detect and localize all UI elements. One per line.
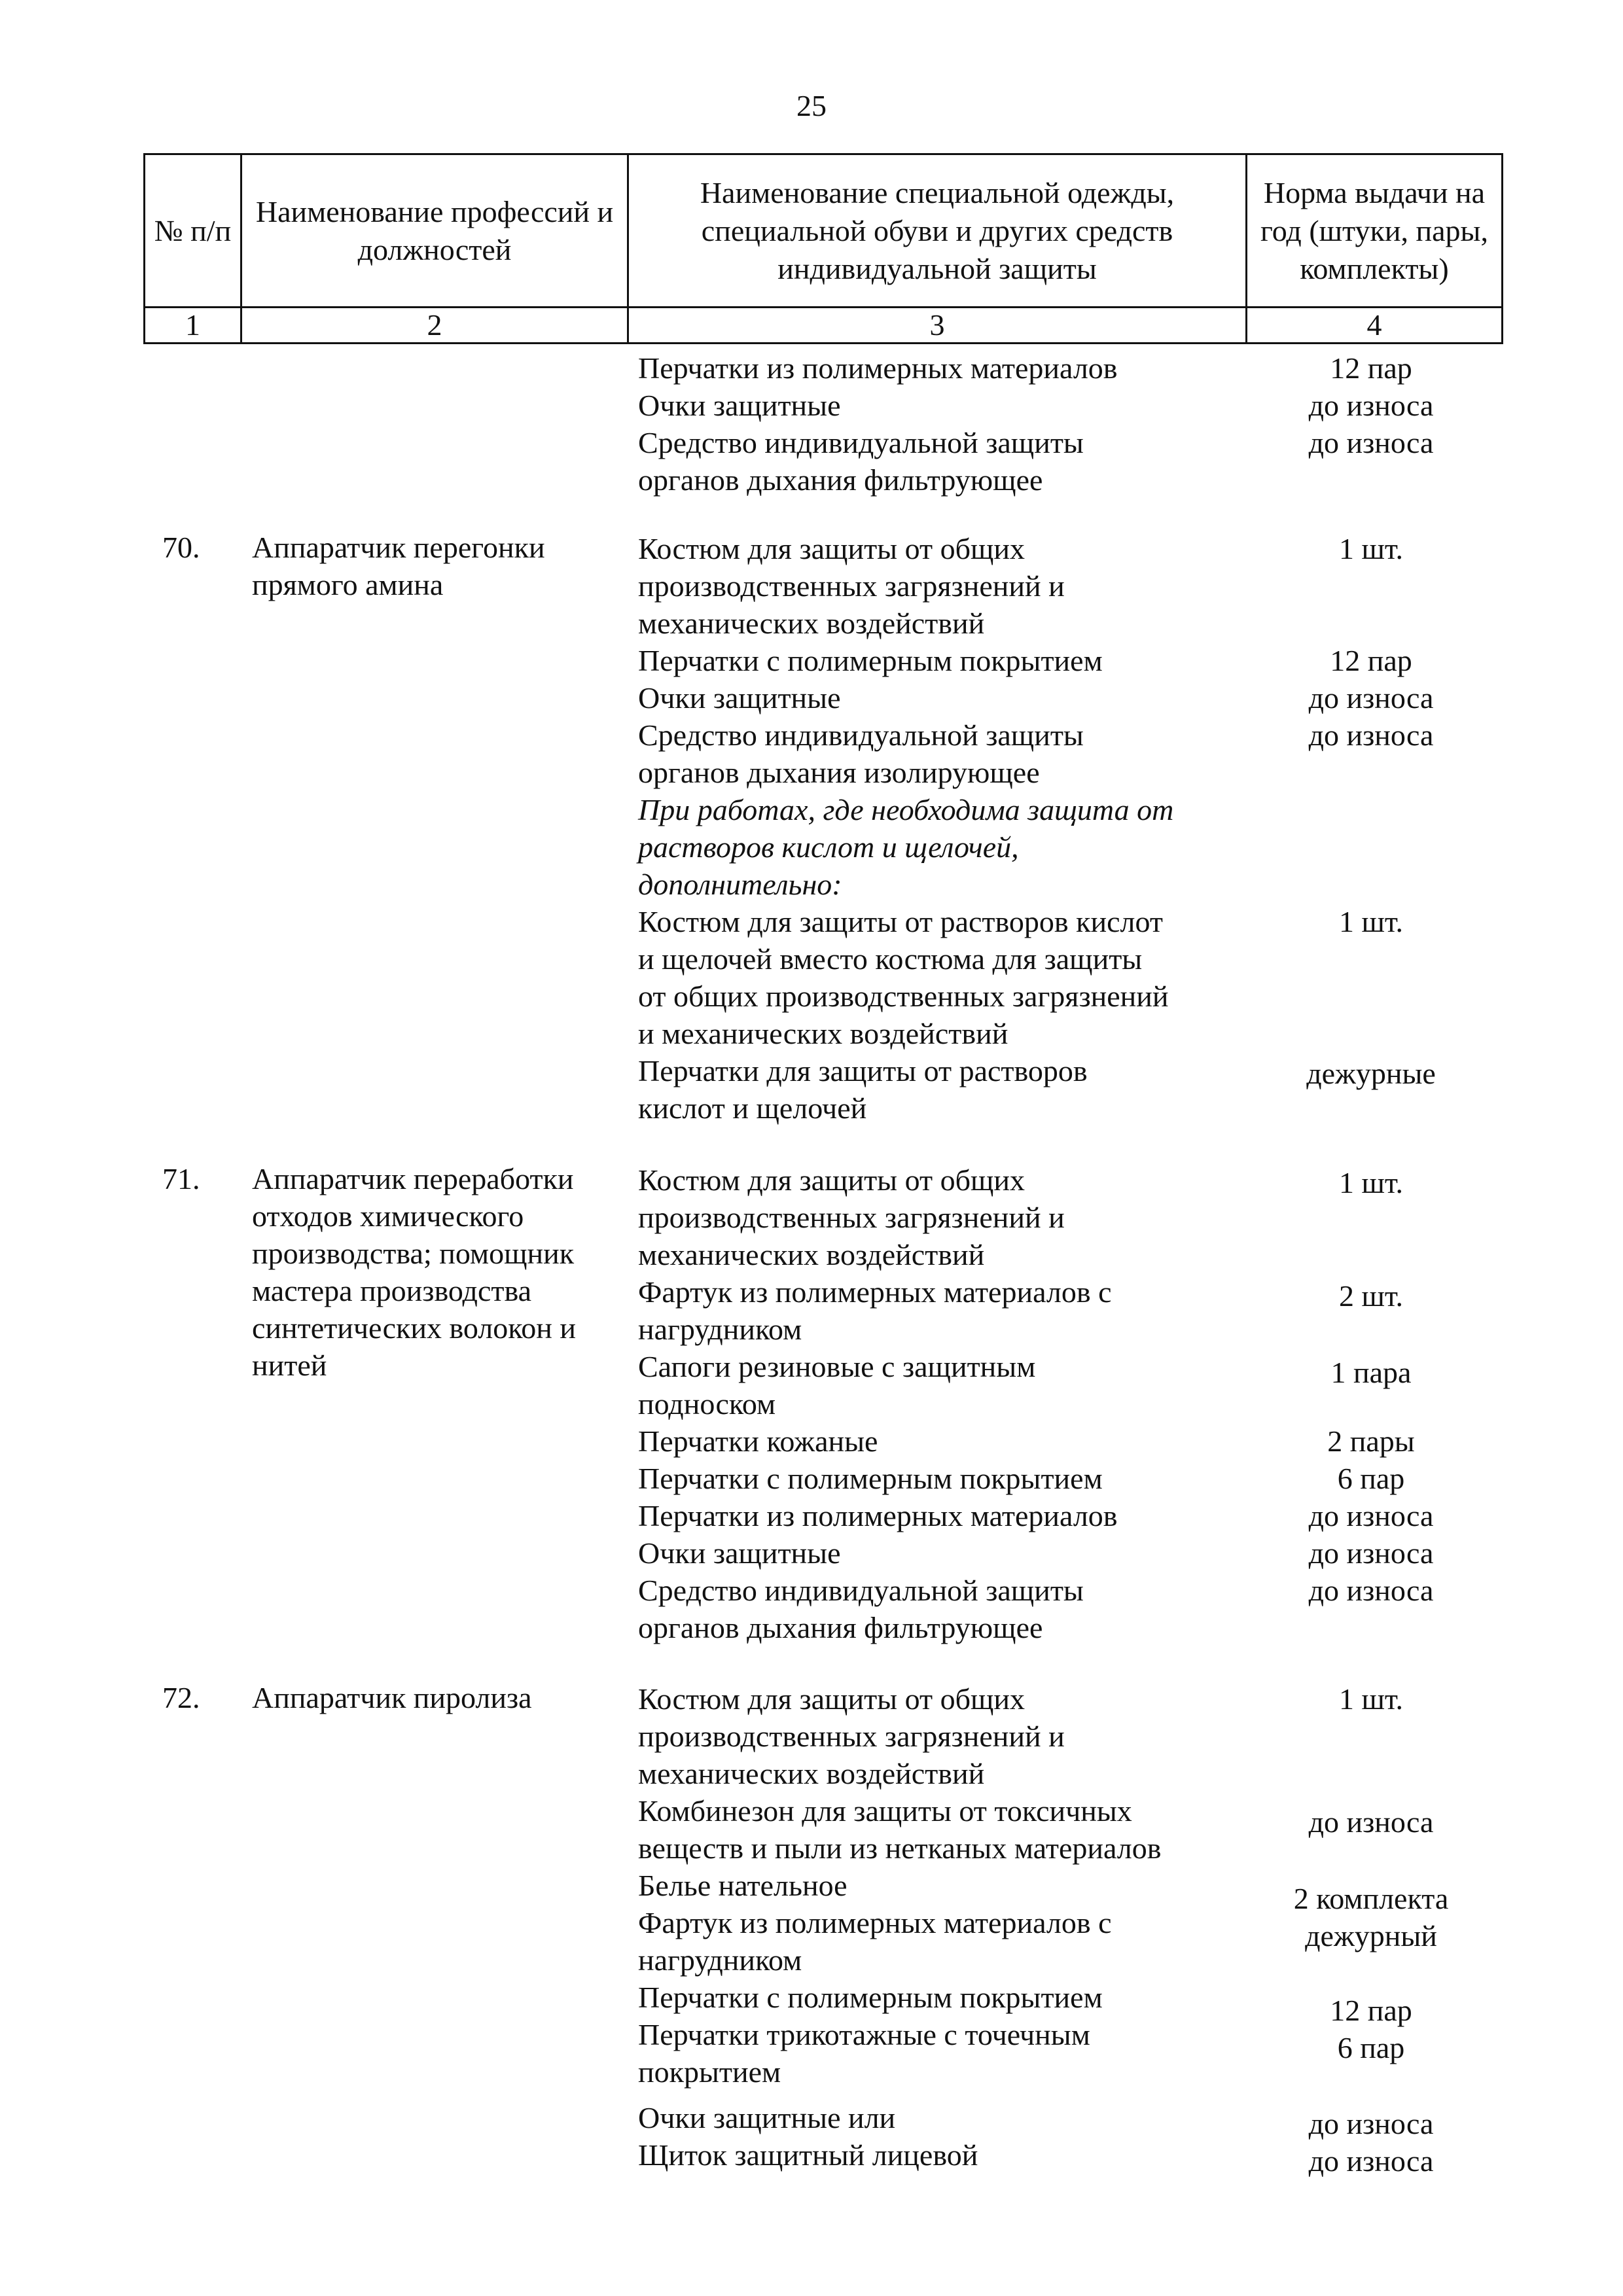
item-line: производственных загрязнений и — [638, 1201, 1065, 1234]
header-col-norm: Норма выдачи на год (штуки, пары, комплекты) — [1247, 154, 1503, 308]
item-line: Перчатки из полимерных материалов — [638, 1499, 1118, 1532]
item-line: Средство индивидуальной защиты — [638, 426, 1084, 459]
profession-line: прямого амина — [252, 568, 444, 601]
norm-value: 1 шт. — [1338, 1682, 1404, 1716]
item-line: Перчатки кожаные — [638, 1424, 878, 1458]
item-line: Щиток защитный лицевой — [638, 2138, 978, 2172]
profession-line: отходов химического — [252, 1199, 524, 1233]
item-line: Костюм для защиты от общих — [638, 532, 1026, 565]
norm-value: 6 пар — [1337, 2031, 1405, 2064]
norm-value: 12 пар — [1330, 351, 1412, 385]
norm-value: 1 шт. — [1338, 532, 1404, 565]
norm-value: до износа — [1308, 1805, 1434, 1839]
item-line: Сапоги резиновые с защитным — [638, 1350, 1036, 1383]
norm-value: до износа — [1308, 1536, 1434, 1570]
norm-value: до износа — [1308, 681, 1434, 715]
item-line: Очки защитные — [638, 1536, 841, 1570]
item-line: органов дыхания фильтрующее — [638, 1611, 1043, 1644]
item-line: Костюм для защиты от общих — [638, 1682, 1026, 1716]
row-number: 71. — [162, 1162, 200, 1195]
item-line: Костюм для защиты от растворов кислот — [638, 905, 1163, 938]
item-line: органов дыхания изолирующее — [638, 756, 1040, 789]
norm-value: 12 пар — [1330, 644, 1412, 677]
item-line: Фартук из полимерных материалов с — [638, 1906, 1112, 1939]
norm-value: 1 шт. — [1338, 1166, 1404, 1199]
header-num-2: 2 — [241, 308, 628, 344]
norm-value: до износа — [1308, 1499, 1434, 1532]
item-line: нагрудником — [638, 1313, 802, 1346]
item-line: производственных загрязнений и — [638, 1720, 1065, 1753]
item-line: нагрудником — [638, 1943, 802, 1977]
norm-value: до износа — [1308, 2144, 1434, 2178]
item-line: механических воздействий — [638, 1238, 985, 1271]
item-line: и щелочей вместо костюма для защиты — [638, 942, 1143, 976]
norm-value: до износа — [1308, 718, 1434, 752]
item-line: Фартук из полимерных материалов с — [638, 1275, 1112, 1309]
note-line: При работах, где необходима защита от — [638, 793, 1174, 826]
header-col-profession: Наименование профессий и должностей — [241, 154, 628, 308]
item-line: Очки защитные — [638, 681, 841, 715]
item-line: органов дыхания фильтрующее — [638, 463, 1043, 497]
norm-value: 2 пары — [1327, 1424, 1415, 1458]
norm-value: до износа — [1308, 426, 1434, 459]
norm-value: до износа — [1308, 389, 1434, 422]
norm-value: до износа — [1308, 1574, 1434, 1607]
header-col-equipment: Наименование специальной одежды, специальной обуви и других средств индивидуальной защиты — [628, 154, 1247, 308]
page-number: 25 — [796, 89, 827, 122]
item-line: механических воздействий — [638, 1757, 985, 1790]
norm-value: дежурные — [1306, 1057, 1436, 1090]
profession-line: Аппаратчик переработки — [252, 1162, 574, 1195]
item-line: Перчатки с полимерным покрытием — [638, 1981, 1103, 2014]
item-line: Перчатки с полимерным покрытием — [638, 1462, 1103, 1495]
item-line: Очки защитные — [638, 389, 841, 422]
item-line: Перчатки из полимерных материалов — [638, 351, 1118, 385]
header-row — [145, 154, 1503, 308]
item-line: веществ и пыли из нетканых материалов — [638, 1831, 1162, 1865]
profession-line: синтетических волокон и — [252, 1311, 576, 1345]
profession-line: Аппаратчик перегонки — [252, 531, 545, 564]
header-num-4: 4 — [1247, 308, 1503, 344]
row-number: 70. — [162, 531, 200, 564]
norm-value: 12 пар — [1330, 1994, 1412, 2027]
norm-value: 2 комплекта — [1293, 1882, 1449, 1915]
item-line: Перчатки для защиты от растворов — [638, 1054, 1088, 1087]
item-line: покрытием — [638, 2055, 781, 2089]
profession-line: производства; помощник — [252, 1237, 575, 1270]
norm-value: дежурный — [1305, 1919, 1437, 1952]
profession-line: мастера производства — [252, 1274, 532, 1307]
item-line: Белье нательное — [638, 1869, 847, 1902]
item-line: Костюм для защиты от общих — [638, 1163, 1026, 1197]
item-line: кислот и щелочей — [638, 1091, 867, 1125]
norm-value: 1 пара — [1330, 1356, 1412, 1389]
item-line: Комбинезон для защиты от токсичных — [638, 1794, 1132, 1828]
item-line: подноском — [638, 1387, 776, 1421]
item-line: производственных загрязнений и — [638, 569, 1065, 603]
item-line: Очки защитные или — [638, 2101, 896, 2134]
item-line: Перчатки трикотажные с точечным — [638, 2018, 1090, 2051]
profession-line: нитей — [252, 1349, 327, 1382]
header-num-1: 1 — [145, 308, 241, 344]
norm-value: 2 шт. — [1338, 1279, 1404, 1313]
note-line: растворов кислот и щелочей, — [638, 830, 1019, 864]
item-line: и механических воздействий — [638, 1017, 1008, 1050]
item-line: Средство индивидуальной защиты — [638, 1574, 1084, 1607]
item-line: Перчатки с полимерным покрытием — [638, 644, 1103, 677]
row-number: 72. — [162, 1681, 200, 1714]
header-number-row — [145, 308, 1503, 344]
norm-value: 6 пар — [1337, 1462, 1405, 1495]
norm-value: 1 шт. — [1338, 905, 1404, 938]
note-line: дополнительно: — [638, 868, 842, 901]
norm-value: до износа — [1308, 2107, 1434, 2140]
item-line: Средство индивидуальной защиты — [638, 718, 1084, 752]
header-num-3: 3 — [628, 308, 1247, 344]
header-col-number: № п/п — [145, 154, 241, 308]
item-line: от общих производственных загрязнений — [638, 980, 1169, 1013]
profession-line: Аппаратчик пиролиза — [252, 1681, 532, 1714]
table-header — [143, 153, 1503, 344]
item-line: механических воздействий — [638, 607, 985, 640]
